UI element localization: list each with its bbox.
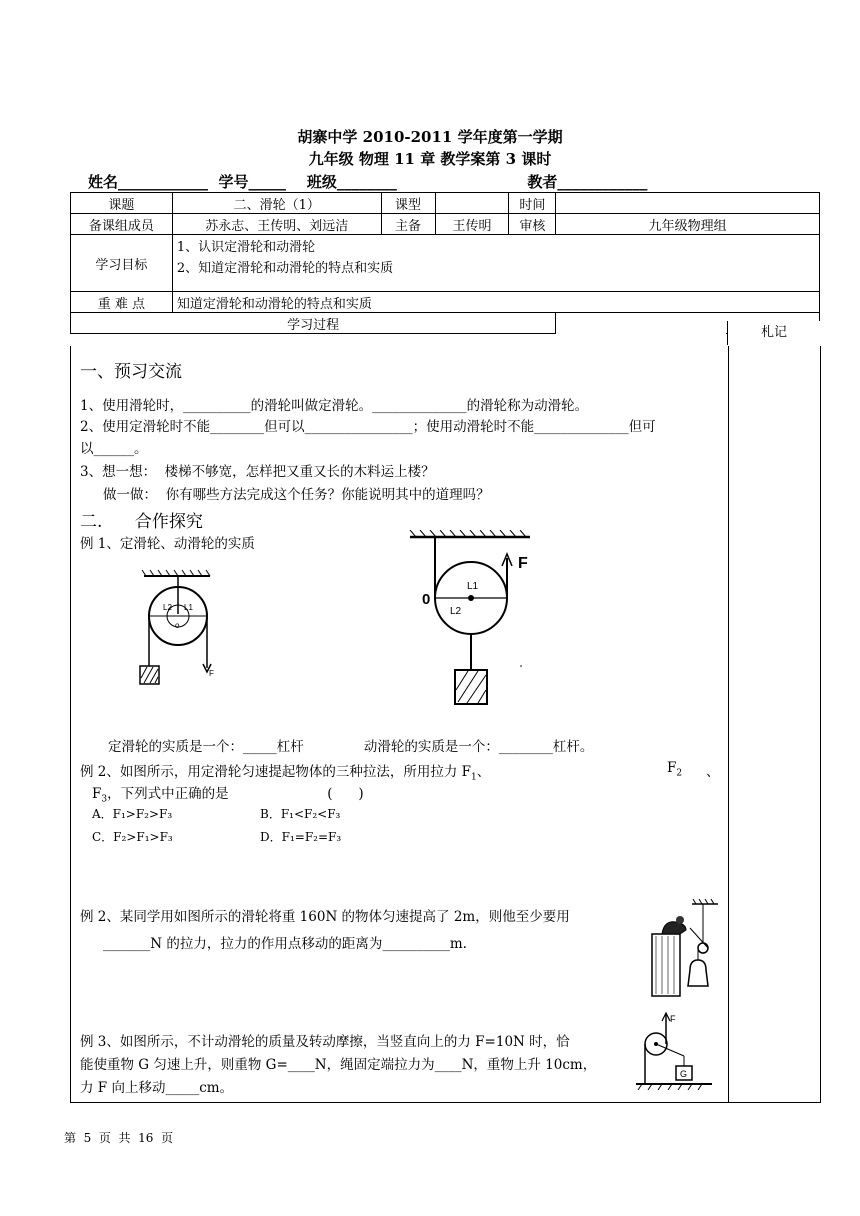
ex2-comma: 、 bbox=[706, 764, 720, 780]
goals-label: 学习目标 bbox=[71, 235, 173, 292]
label-L1: L1 bbox=[184, 603, 193, 612]
movable-pulley-figure bbox=[400, 530, 550, 710]
table-cell: 主备 bbox=[381, 214, 435, 235]
question-1: 1、使用滑轮时，__________的滑轮叫做定滑轮。______________的滑轮称为动滑轮。 bbox=[80, 398, 589, 414]
label-F: F bbox=[209, 669, 214, 678]
ex2-text: 例 2、如图所示，用定滑轮匀速提起物体的三种拉法，所用拉力 F bbox=[80, 764, 472, 780]
table-row bbox=[71, 193, 820, 214]
table-cell: 审核 bbox=[509, 214, 556, 235]
example-2-line2 bbox=[92, 782, 364, 805]
ex2b-sub: 3 bbox=[101, 794, 108, 805]
table-cell: 课型 bbox=[381, 193, 435, 214]
section-preview: 一、预习交流 bbox=[80, 362, 182, 382]
key-label: 重 难 点 bbox=[71, 292, 173, 313]
label-L1: L1 bbox=[467, 581, 479, 592]
notes-column bbox=[727, 346, 821, 1103]
option-c: C．F₂>F₁>F₃ bbox=[92, 830, 173, 844]
label-F: F bbox=[670, 1014, 676, 1024]
table-cell bbox=[435, 193, 509, 214]
notes-label: 札记 bbox=[727, 321, 820, 345]
table-row bbox=[71, 235, 820, 292]
page-footer: 第 5 页 共 16 页 bbox=[64, 1131, 174, 1145]
ex2b-text: F bbox=[92, 786, 102, 802]
label-F: F bbox=[518, 555, 528, 572]
example-3-line2: 能使重物 G 匀速上升，则重物 G=____N，绳固定端拉力为____N，重物上升 10cm， bbox=[80, 1057, 597, 1073]
example-2b-line1: 例 2、某同学用如图所示的滑轮将重 160N 的物体匀速提高了 2m，则他至少要用 bbox=[80, 909, 570, 925]
title-line-1: 胡寨中学 2010-2011 学年度第一学期 bbox=[297, 128, 563, 146]
ex2-f2-sub: 2 bbox=[676, 768, 683, 779]
ex2-sub: 1 bbox=[471, 772, 477, 783]
table-row bbox=[71, 313, 820, 334]
example-2b-line2: _______N 的拉力，拉力的作用点移动的距离为__________m. bbox=[103, 936, 467, 952]
example-2-question bbox=[80, 760, 490, 783]
key-text: 知道定滑轮和动滑轮的特点和实质 bbox=[172, 292, 819, 313]
question-3b: 做一做： 你有哪些方法完成这个任务？你能说明其中的道理吗？ bbox=[103, 487, 490, 503]
ex2-f2-text: F bbox=[667, 760, 677, 776]
goal-item: 1、认识定滑轮和动滑轮 bbox=[176, 240, 316, 255]
title-line-2: 九年级 物理 11 章 教学案第 3 课时 bbox=[308, 150, 552, 168]
label-L2: L2 bbox=[163, 603, 172, 612]
table-cell: 备课组成员 bbox=[71, 214, 173, 235]
example-1-title: 例 1、定滑轮、动滑轮的实质 bbox=[80, 536, 255, 552]
ex2-tail: 、 bbox=[476, 764, 491, 780]
example-3-line1: 例 3、如图所示，不计动滑轮的质量及转动摩擦，当竖直向上的力 F=10N 时，恰 bbox=[80, 1034, 570, 1050]
process-header: 学习过程 bbox=[71, 313, 556, 334]
option-d: D．F₁=F₂=F₃ bbox=[260, 830, 342, 844]
option-b: B．F₁<F₂<F₃ bbox=[260, 807, 341, 821]
table-row bbox=[71, 214, 820, 235]
info-line: 姓名____________ 学号_____ 班级________ 教者____________ bbox=[88, 173, 648, 191]
ex2-f2 bbox=[667, 760, 682, 779]
goal-item: 2、知道定滑轮和动滑轮的特点和实质 bbox=[176, 261, 394, 276]
example-1-answer: 定滑轮的实质是一个：_____杠杆 动滑轮的实质是一个：________杠杆。 bbox=[108, 739, 594, 755]
question-2a: 2、使用定滑轮时不能________但可以________________；使用动滑轮时不能______________但可 bbox=[80, 419, 656, 435]
label-G: G bbox=[680, 1069, 688, 1079]
table-cell: 二、滑轮（1） bbox=[172, 193, 381, 214]
table-cell bbox=[556, 193, 820, 214]
goals-cell bbox=[172, 235, 819, 292]
example-3-line3: 力 F 向上移动_____cm。 bbox=[80, 1080, 234, 1096]
table-cell: 九年级物理组 bbox=[556, 214, 820, 235]
section-cooperate: 二. 合作探究 bbox=[80, 512, 203, 532]
table-cell: 王传明 bbox=[435, 214, 509, 235]
label-L2: L2 bbox=[450, 606, 462, 617]
option-a: A．F₁>F₂>F₃ bbox=[92, 807, 173, 821]
table-row bbox=[71, 292, 820, 313]
table-cell: 课题 bbox=[71, 193, 173, 214]
label-O: o bbox=[175, 621, 180, 630]
person-pulley-figure bbox=[650, 898, 720, 1000]
table-cell: 时间 bbox=[509, 193, 556, 214]
table-cell: 苏永志、王传明、刘远洁 bbox=[172, 214, 381, 235]
question-2b: 以______。 bbox=[80, 441, 148, 457]
label-O: 0 bbox=[422, 591, 431, 608]
header-table bbox=[70, 192, 820, 334]
question-3: 3、想一想： 楼梯不够宽，怎样把又重又长的木料运上楼？ bbox=[80, 464, 435, 480]
example-3-figure bbox=[636, 1010, 716, 1090]
fixed-pulley-figure bbox=[138, 568, 218, 690]
ex2b-tail: ，下列式中正确的是 ( ) bbox=[107, 786, 364, 802]
